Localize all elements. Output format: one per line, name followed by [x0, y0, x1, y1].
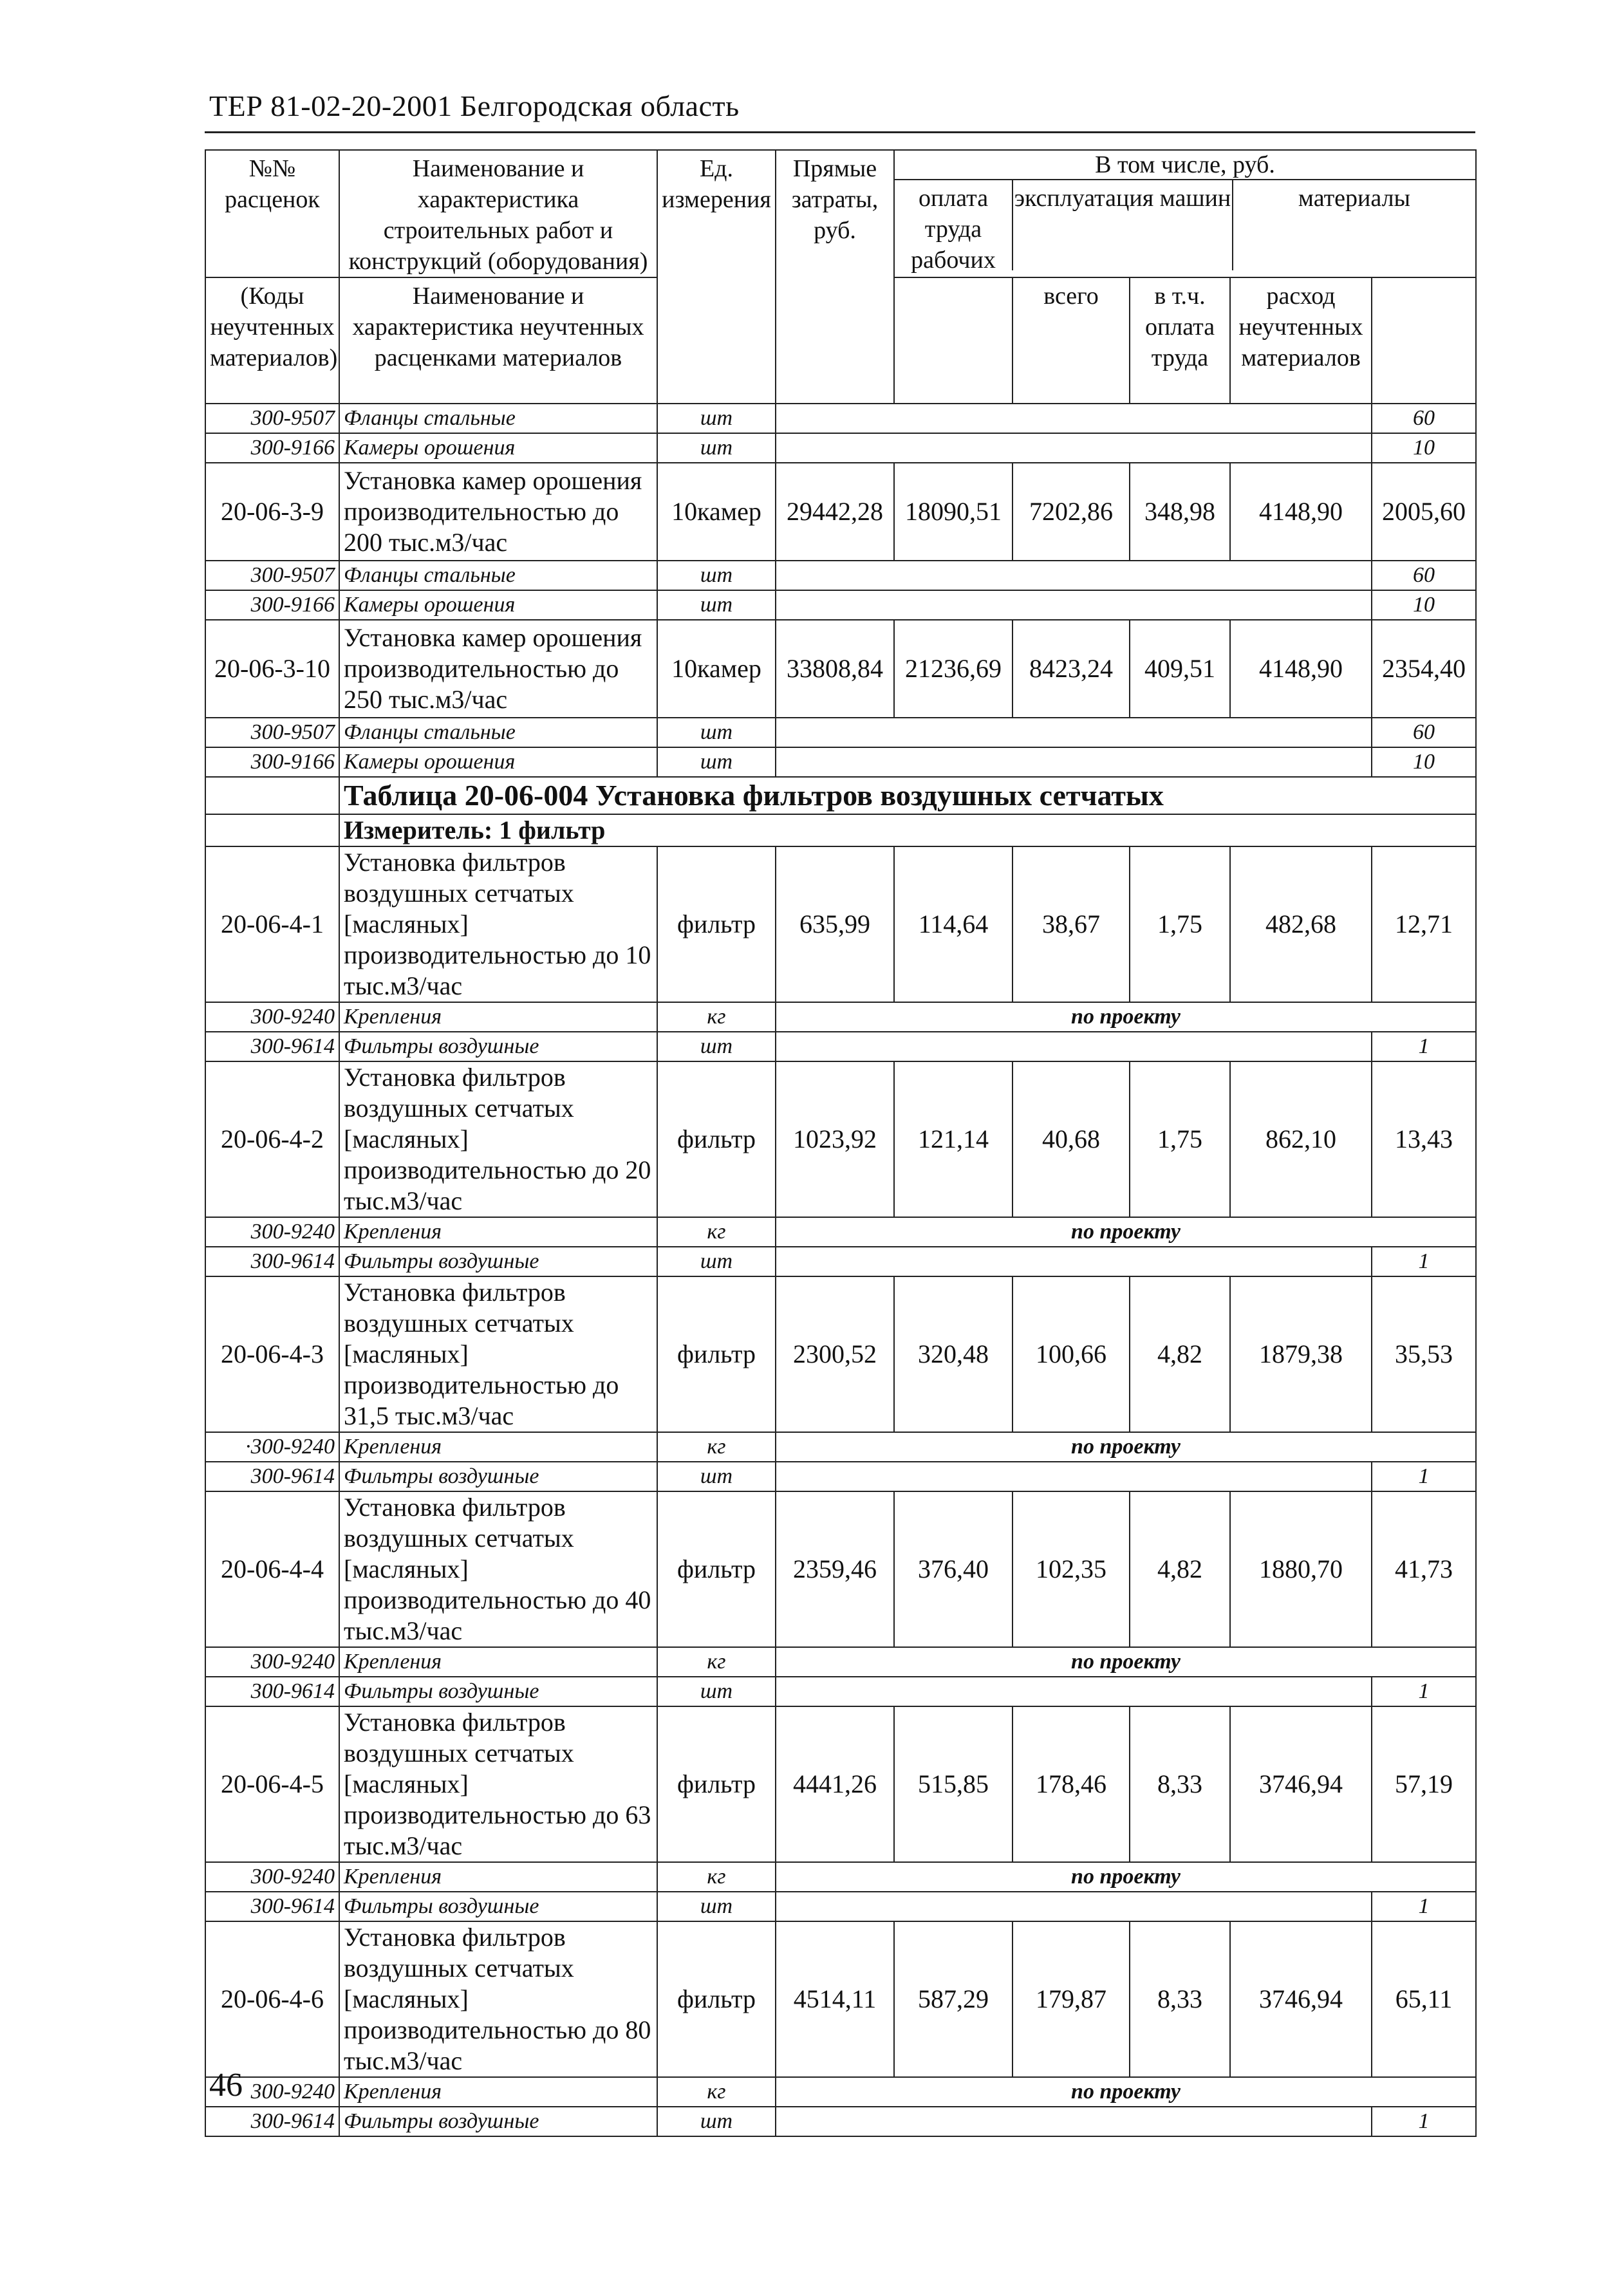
- material-name: Камеры орошения: [339, 433, 657, 463]
- material-unit: шт: [657, 433, 776, 463]
- work-direct: 4441,26: [776, 1706, 894, 1862]
- material-name: Фильтры воздушные: [339, 2107, 657, 2136]
- material-row: [205, 718, 1476, 747]
- material-blank: [776, 1677, 1372, 1706]
- col-wage-header: оплата труда рабочих: [895, 180, 1013, 270]
- col-unit-header: Ед. измерения: [657, 150, 776, 404]
- material-qty: 1: [1372, 2107, 1476, 2136]
- material-name: Крепления: [339, 1432, 657, 1462]
- material-name: Крепления: [339, 2077, 657, 2107]
- material-code: 300-9166: [205, 590, 339, 620]
- material-code: 300-9614: [205, 1462, 339, 1491]
- col-materials-header: материалы: [1298, 185, 1411, 212]
- material-row: [205, 1462, 1476, 1491]
- material-unit: шт: [657, 590, 776, 620]
- work-labor: 35,53: [1372, 1276, 1476, 1432]
- work-unit: фильтр: [657, 846, 776, 1002]
- material-blank: [776, 2107, 1372, 2136]
- work-labor: 57,19: [1372, 1706, 1476, 1862]
- work-labor: 12,71: [1372, 846, 1476, 1002]
- work-machines: 38,67: [1013, 846, 1130, 1002]
- col-materials-sub-header: расход неучтенных материалов: [1230, 277, 1372, 404]
- material-blank: [776, 590, 1372, 620]
- work-machines-wage: 4,82: [1130, 1491, 1230, 1647]
- material-qty: по проекту: [776, 1217, 1476, 1247]
- work-materials: 1879,38: [1230, 1276, 1372, 1432]
- material-qty: 1: [1372, 1677, 1476, 1706]
- material-unit: шт: [657, 718, 776, 747]
- work-name: Установка фильтров воздушных сетчатых [масляных] производительностью до 20 тыс.м3/час: [339, 1061, 657, 1217]
- work-wage: 18090,51: [894, 463, 1013, 561]
- work-labor: 2354,40: [1372, 620, 1476, 718]
- material-unit: шт: [657, 2107, 776, 2136]
- work-row: [205, 846, 1476, 1002]
- table-title-row: [205, 777, 1476, 814]
- work-labor: 65,11: [1372, 1921, 1476, 2077]
- incl-group-header: [894, 150, 1476, 277]
- material-row: [205, 433, 1476, 463]
- work-machines-wage: 1,75: [1130, 1061, 1230, 1217]
- material-qty: 10: [1372, 433, 1476, 463]
- material-unit: кг: [657, 1002, 776, 1032]
- material-qty: 1: [1372, 1247, 1476, 1276]
- work-machines-wage: 409,51: [1130, 620, 1230, 718]
- material-qty: 1: [1372, 1032, 1476, 1061]
- material-code: 300-9240: [205, 1217, 339, 1247]
- material-name: Фланцы стальные: [339, 718, 657, 747]
- work-machines: 8423,24: [1013, 620, 1130, 718]
- material-name: Фланцы стальные: [339, 561, 657, 590]
- work-labor: 41,73: [1372, 1491, 1476, 1647]
- material-unit: шт: [657, 1032, 776, 1061]
- material-row: [205, 1677, 1476, 1706]
- material-qty: 10: [1372, 747, 1476, 777]
- col-machines-total-header: всего: [1013, 277, 1130, 404]
- material-blank: [776, 718, 1372, 747]
- page-number: 46: [209, 2067, 243, 2103]
- material-unit: кг: [657, 1217, 776, 1247]
- work-direct: 4514,11: [776, 1921, 894, 2077]
- work-materials: 3746,94: [1230, 1706, 1372, 1862]
- work-name: Установка камер орошения производительностью до 250 тыс.м3/час: [339, 620, 657, 718]
- work-unit: 10камер: [657, 620, 776, 718]
- work-wage: 21236,69: [894, 620, 1013, 718]
- material-qty: 10: [1372, 590, 1476, 620]
- work-machines: 40,68: [1013, 1061, 1130, 1217]
- measure-blank: [205, 814, 339, 846]
- material-code: 300-9240: [205, 2077, 339, 2107]
- work-materials: 862,10: [1230, 1061, 1372, 1217]
- material-blank: [776, 1462, 1372, 1491]
- material-qty: 60: [1372, 561, 1476, 590]
- col-direct-header: Прямые затраты, руб.: [776, 150, 894, 404]
- material-qty: 1: [1372, 1892, 1476, 1921]
- material-code: 300-9507: [205, 561, 339, 590]
- work-unit: фильтр: [657, 1061, 776, 1217]
- work-code: 20-06-4-5: [205, 1706, 339, 1862]
- work-machines-wage: 1,75: [1130, 846, 1230, 1002]
- material-code: 300-9614: [205, 1247, 339, 1276]
- work-name: Установка фильтров воздушных сетчатых [масляных] производительностью до 10 тыс.м3/час: [339, 846, 657, 1002]
- material-row: [205, 2077, 1476, 2107]
- work-materials: 3746,94: [1230, 1921, 1372, 2077]
- material-code: 300-9614: [205, 1892, 339, 1921]
- material-row: [205, 1862, 1476, 1892]
- material-name: Фильтры воздушные: [339, 1462, 657, 1491]
- work-wage: 114,64: [894, 846, 1013, 1002]
- material-code: 300-9614: [205, 1032, 339, 1061]
- col-name-sub-header: Наименование и характеристика неучтенных расценками материалов: [339, 277, 657, 404]
- work-name: Установка фильтров воздушных сетчатых [масляных] производительностью до 63 тыс.м3/час: [339, 1706, 657, 1862]
- work-labor: 2005,60: [1372, 463, 1476, 561]
- col-machines-header: эксплуатация машин: [1013, 180, 1233, 270]
- material-unit: кг: [657, 1647, 776, 1677]
- material-qty: 60: [1372, 404, 1476, 433]
- material-row: [205, 747, 1476, 777]
- material-code: 300-9507: [205, 404, 339, 433]
- material-name: Фланцы стальные: [339, 404, 657, 433]
- material-blank: [776, 1892, 1372, 1921]
- material-qty: 60: [1372, 718, 1476, 747]
- work-wage: 121,14: [894, 1061, 1013, 1217]
- work-code: 20-06-3-10: [205, 620, 339, 718]
- work-machines-wage: 8,33: [1130, 1921, 1230, 2077]
- page-header: ТЕР 81-02-20-2001 Белгородская область: [209, 89, 740, 122]
- material-unit: кг: [657, 1432, 776, 1462]
- work-direct: 1023,92: [776, 1061, 894, 1217]
- material-row: [205, 1217, 1476, 1247]
- material-unit: шт: [657, 1462, 776, 1491]
- header-rule: [205, 131, 1475, 133]
- work-name: Установка фильтров воздушных сетчатых [масляных] производительностью до 31,5 тыс.м3/час: [339, 1276, 657, 1432]
- work-row: [205, 1706, 1476, 1862]
- work-row: [205, 1491, 1476, 1647]
- material-unit: шт: [657, 1247, 776, 1276]
- material-code: 300-9166: [205, 433, 339, 463]
- table-title-blank: [205, 777, 339, 814]
- work-machines: 100,66: [1013, 1276, 1130, 1432]
- work-direct: 2359,46: [776, 1491, 894, 1647]
- material-blank: [776, 1032, 1372, 1061]
- material-unit: шт: [657, 1677, 776, 1706]
- material-name: Фильтры воздушные: [339, 1892, 657, 1921]
- material-row: [205, 404, 1476, 433]
- work-direct: 29442,28: [776, 463, 894, 561]
- work-machines: 102,35: [1013, 1491, 1130, 1647]
- material-code: 300-9240: [205, 1862, 339, 1892]
- work-name: Установка фильтров воздушных сетчатых [масляных] производительностью до 80 тыс.м3/час: [339, 1921, 657, 2077]
- work-name: Установка фильтров воздушных сетчатых [масляных] производительностью до 40 тыс.м3/час: [339, 1491, 657, 1647]
- material-row: [205, 1032, 1476, 1061]
- work-machines: 7202,86: [1013, 463, 1130, 561]
- material-name: Фильтры воздушные: [339, 1677, 657, 1706]
- material-blank: [776, 404, 1372, 433]
- material-qty: по проекту: [776, 1647, 1476, 1677]
- work-row: [205, 1921, 1476, 2077]
- work-machines: 178,46: [1013, 1706, 1130, 1862]
- col-code-sub-header: (Коды неучтенных материалов): [205, 277, 339, 404]
- material-code: 300-9166: [205, 747, 339, 777]
- material-qty: по проекту: [776, 1002, 1476, 1032]
- material-row: [205, 561, 1476, 590]
- work-wage: 320,48: [894, 1276, 1013, 1432]
- work-code: 20-06-4-4: [205, 1491, 339, 1647]
- work-row: [205, 620, 1476, 718]
- col-code-header: №№ расценок: [205, 150, 339, 277]
- material-row: [205, 590, 1476, 620]
- material-row: [205, 2107, 1476, 2136]
- work-row: [205, 463, 1476, 561]
- work-code: 20-06-3-9: [205, 463, 339, 561]
- material-name: Фильтры воздушные: [339, 1032, 657, 1061]
- material-row: [205, 1002, 1476, 1032]
- table-title: Таблица 20-06-004 Установка фильтров воздушных сетчатых: [339, 777, 1476, 814]
- material-qty: 1: [1372, 1462, 1476, 1491]
- material-name: Камеры орошения: [339, 747, 657, 777]
- material-name: Фильтры воздушные: [339, 1247, 657, 1276]
- material-blank: [776, 1247, 1372, 1276]
- work-machines-wage: 8,33: [1130, 1706, 1230, 1862]
- price-table: [205, 149, 1477, 2137]
- work-materials: 4148,90: [1230, 620, 1372, 718]
- work-code: 20-06-4-3: [205, 1276, 339, 1432]
- material-name: Крепления: [339, 1862, 657, 1892]
- work-unit: 10камер: [657, 463, 776, 561]
- header-row-top: [205, 150, 1476, 277]
- material-unit: кг: [657, 2077, 776, 2107]
- material-qty: по проекту: [776, 1862, 1476, 1892]
- material-code: 300-9240: [205, 1002, 339, 1032]
- material-blank: [776, 747, 1372, 777]
- col-wage-empty: [894, 277, 1013, 404]
- work-materials: 482,68: [1230, 846, 1372, 1002]
- work-wage: 515,85: [894, 1706, 1013, 1862]
- material-code: 300-9240: [205, 1647, 339, 1677]
- work-code: 20-06-4-1: [205, 846, 339, 1002]
- material-name: Крепления: [339, 1647, 657, 1677]
- work-direct: 635,99: [776, 846, 894, 1002]
- material-unit: кг: [657, 1862, 776, 1892]
- material-code: 300-9614: [205, 2107, 339, 2136]
- work-machines: 179,87: [1013, 1921, 1130, 2077]
- material-unit: шт: [657, 747, 776, 777]
- material-row: [205, 1432, 1476, 1462]
- work-labor: 13,43: [1372, 1061, 1476, 1217]
- work-name: Установка камер орошения производительностью до 200 тыс.м3/час: [339, 463, 657, 561]
- material-name: Камеры орошения: [339, 590, 657, 620]
- measure: Измеритель: 1 фильтр: [339, 814, 1476, 846]
- measure-row: [205, 814, 1476, 846]
- work-unit: фильтр: [657, 1491, 776, 1647]
- material-name: Крепления: [339, 1217, 657, 1247]
- material-qty: по проекту: [776, 1432, 1476, 1462]
- col-name-header: Наименование и характеристика строительных работ и конструкций (оборудования): [339, 150, 657, 277]
- material-qty: по проекту: [776, 2077, 1476, 2107]
- work-code: 20-06-4-2: [205, 1061, 339, 1217]
- material-code: ·300-9240: [205, 1432, 339, 1462]
- work-unit: фильтр: [657, 1921, 776, 2077]
- col-machines-wage-header: в т.ч. оплата труда: [1130, 277, 1230, 404]
- work-unit: фильтр: [657, 1276, 776, 1432]
- work-wage: 587,29: [894, 1921, 1013, 2077]
- work-row: [205, 1276, 1476, 1432]
- material-unit: шт: [657, 404, 776, 433]
- material-code: 300-9507: [205, 718, 339, 747]
- incl-header: В том числе, руб.: [895, 151, 1475, 180]
- work-materials: 1880,70: [1230, 1491, 1372, 1647]
- material-name: Крепления: [339, 1002, 657, 1032]
- work-machines-wage: 348,98: [1130, 463, 1230, 561]
- work-row: [205, 1061, 1476, 1217]
- material-unit: шт: [657, 1892, 776, 1921]
- material-unit: шт: [657, 561, 776, 590]
- material-row: [205, 1647, 1476, 1677]
- work-materials: 4148,90: [1230, 463, 1372, 561]
- work-machines-wage: 4,82: [1130, 1276, 1230, 1432]
- material-blank: [776, 561, 1372, 590]
- work-wage: 376,40: [894, 1491, 1013, 1647]
- work-unit: фильтр: [657, 1706, 776, 1862]
- material-row: [205, 1247, 1476, 1276]
- work-code: 20-06-4-6: [205, 1921, 339, 2077]
- material-blank: [776, 433, 1372, 463]
- work-direct: 33808,84: [776, 620, 894, 718]
- material-code: 300-9614: [205, 1677, 339, 1706]
- material-row: [205, 1892, 1476, 1921]
- work-direct: 2300,52: [776, 1276, 894, 1432]
